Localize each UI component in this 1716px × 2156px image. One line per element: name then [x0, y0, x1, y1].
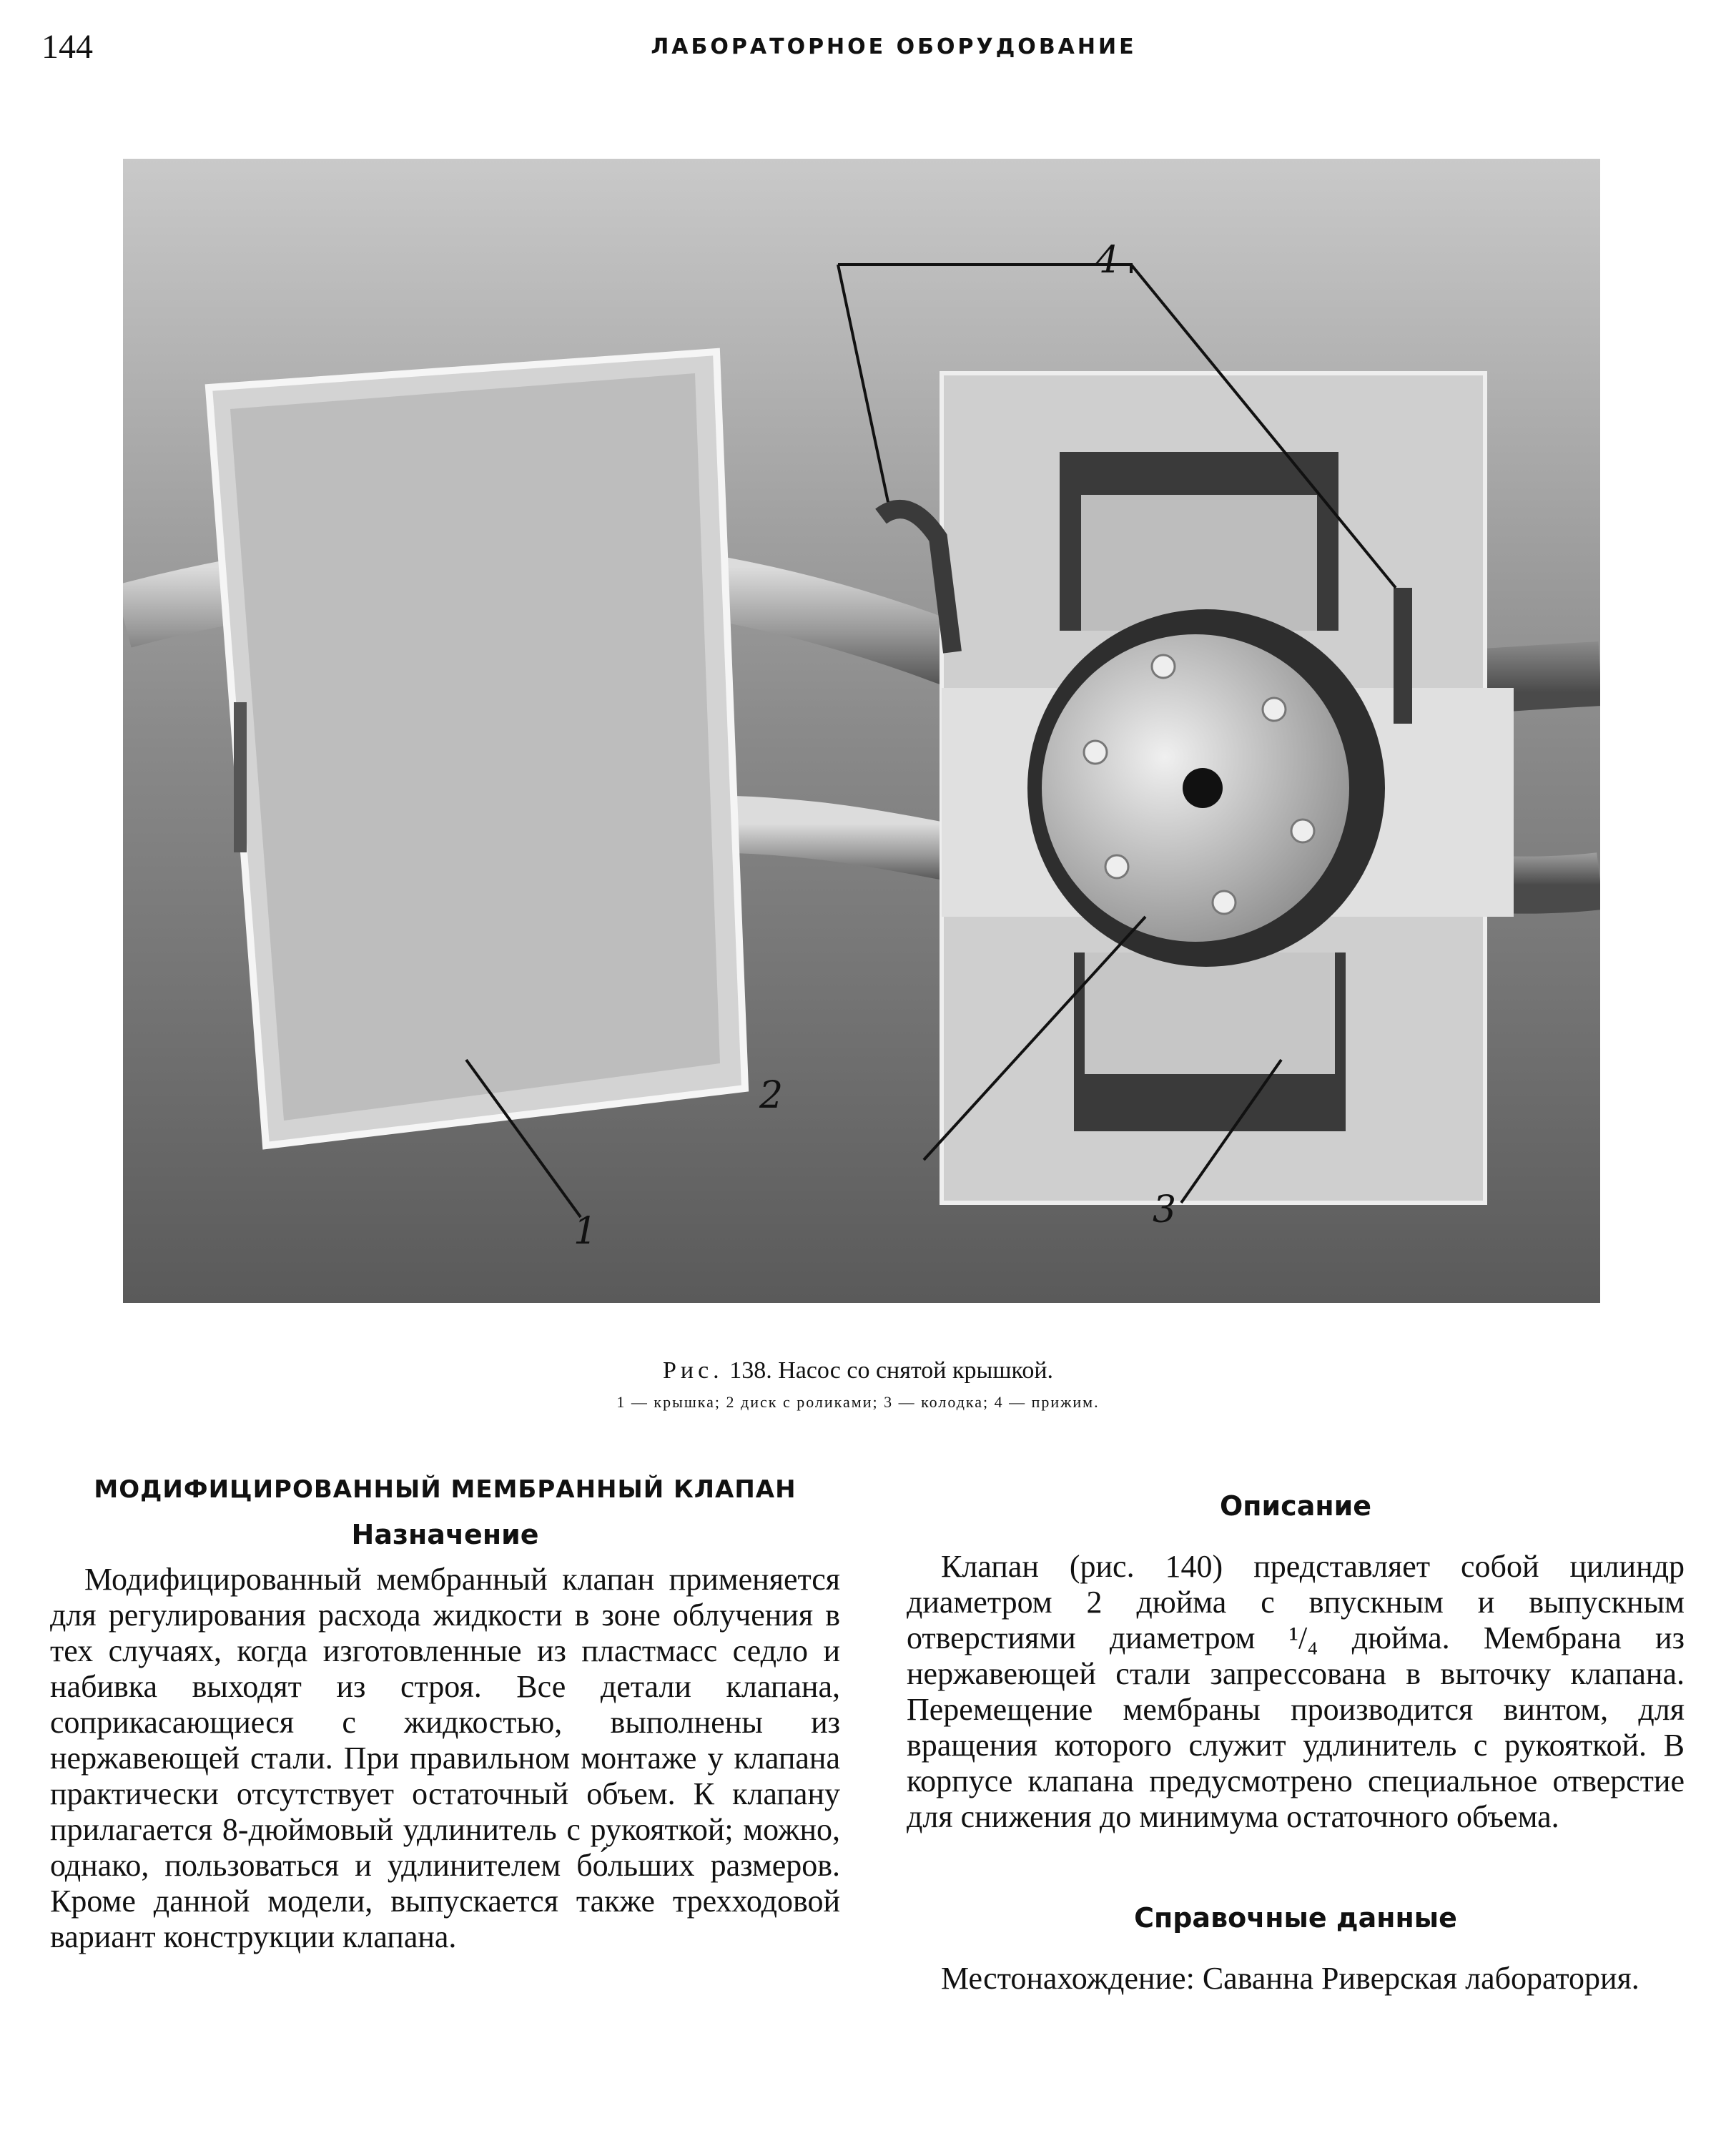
disk-bolt — [1291, 819, 1314, 842]
lid-inner — [230, 373, 720, 1121]
pump-illustration — [123, 159, 1600, 1303]
page-number: 144 — [41, 28, 93, 66]
purpose-paragraph: Модифицированный мембранный клапан применяется для регулирования расхода жидкости в зоне облучения в тех случаях, когда изготовленные из пластмасс седло и набивка выходят из строя. Все детали клапана, соприкасающиеся с жидкостью, выполнены из нержавеющей стали. При правильном монтаже у клапана практически отсутствует остаточный объем. К клапану прилагается 8-дюймовый удлинитель с рукояткой; можно, однако, пользоваться и удлинителем бо́льших размеров. Кроме данной модели, выпускается также трехходовой вариант конструкции клапана. — [50, 1562, 840, 1954]
disk-bolt — [1084, 741, 1107, 764]
figure-photo — [123, 159, 1600, 1303]
callout-3: 3 — [1153, 1188, 1177, 1231]
subheading-purpose: Назначение — [351, 1519, 539, 1550]
disk-bolt — [1105, 855, 1128, 878]
left-column — [50, 1473, 840, 1955]
caption-legend: 1 — крышка; 2 диск с роликами; 3 — колодка; 4 — прижим. — [616, 1393, 1100, 1411]
figure-caption — [429, 1357, 1287, 1412]
subheading-reference: Справочные данные — [1134, 1902, 1457, 1934]
callout-4: 4 — [1095, 239, 1120, 282]
callout-1: 1 — [573, 1210, 598, 1253]
disk-hub — [1183, 768, 1223, 808]
reference-paragraph: Местонахождение: Саванна Риверская лаборатория. — [941, 1961, 1639, 1996]
caption-text: 138. Насос со снятой крышкой. — [729, 1357, 1054, 1384]
callout-2: 2 — [759, 1074, 784, 1117]
right-column — [907, 1487, 1685, 1997]
description-paragraph: Клапан (рис. 140) представляет собой цилиндр диаметром 2 дюйма с впускным и выпускным отверстиями диаметром ¹/₄ дюйма. Мембрана из нержавеющей стали запрессована в выточку клапана. Перемещение мембраны производится винтом, для вращения которого служит удлинитель с рукояткой. В корпусе клапана предусмотрено специальное отверстие для снижения до минимума остаточного объема. — [907, 1549, 1685, 1834]
lid-hinge — [234, 702, 247, 852]
lower-shoe — [1085, 953, 1335, 1074]
section-title: МОДИФИЦИРОВАННЫЙ МЕМБРАННЫЙ КЛАПАН — [94, 1475, 797, 1504]
caption-title — [429, 1357, 1287, 1384]
subheading-description: Описание — [1219, 1490, 1371, 1522]
disk-bolt — [1213, 891, 1236, 914]
disk-bolt — [1152, 655, 1175, 678]
caption-label: Рис. — [662, 1357, 724, 1384]
disk-bolt — [1263, 698, 1286, 721]
running-title: ЛАБОРАТОРНОЕ ОБОРУДОВАНИЕ — [651, 34, 1137, 59]
